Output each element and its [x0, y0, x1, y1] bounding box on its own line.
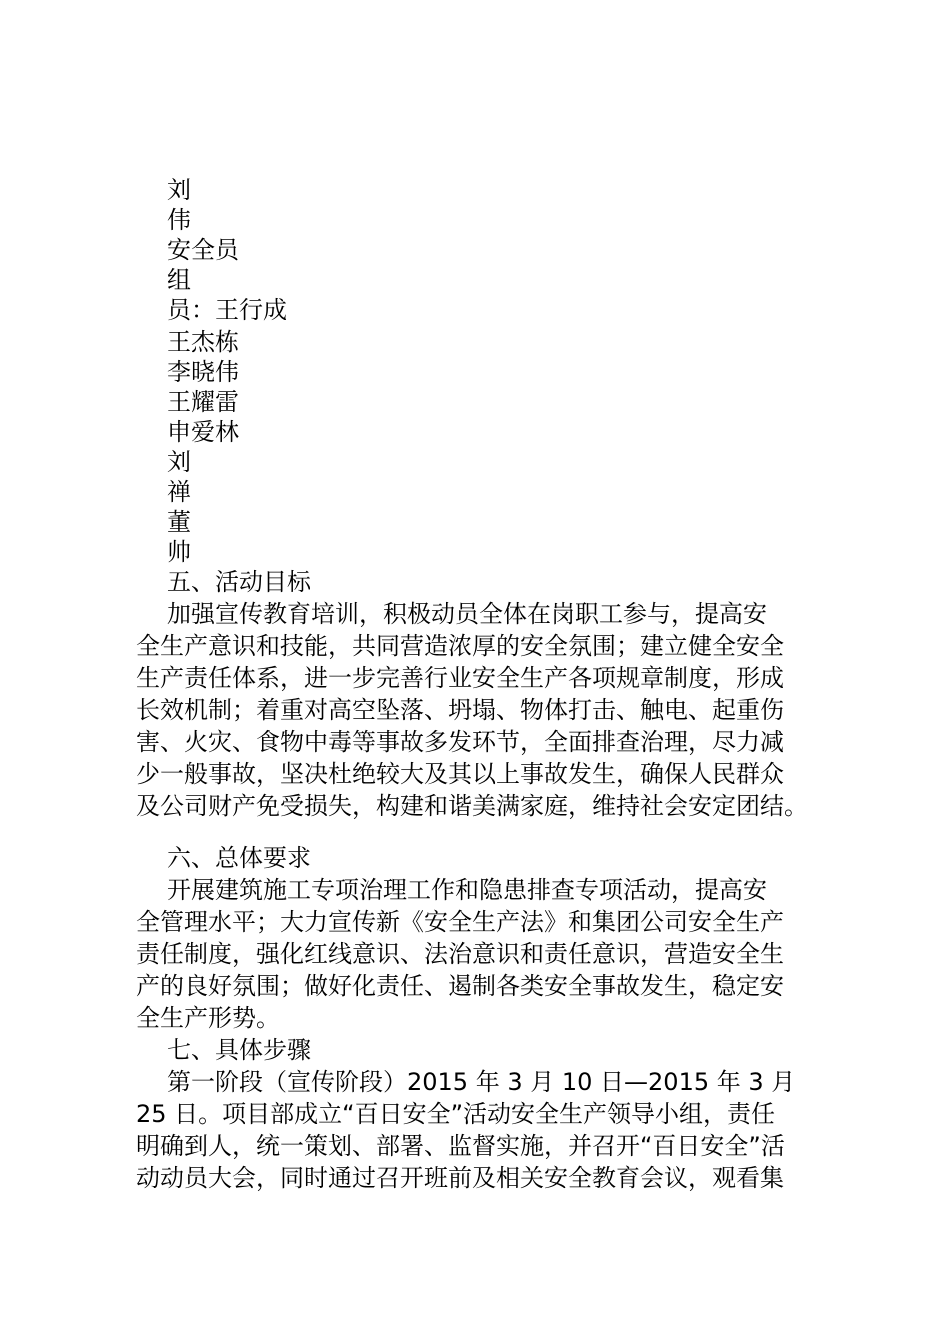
member-line: 禅: [167, 478, 191, 506]
paragraph-line: 全生产意识和技能，共同营造浓厚的安全氛围；建立健全安全: [136, 632, 784, 660]
member-line: 刘: [167, 176, 191, 204]
member-line: 安全员: [167, 236, 239, 264]
member-line: 王耀雷: [167, 388, 239, 416]
paragraph-line: 全管理水平；大力宣传新《安全生产法》和集团公司安全生产: [136, 908, 784, 936]
paragraph-line: 开展建筑施工专项治理工作和隐患排查专项活动，提高安: [167, 876, 767, 904]
member-line: 伟: [167, 206, 191, 234]
paragraph-line: 动动员大会，同时通过召开班前及相关安全教育会议，观看集: [136, 1164, 784, 1192]
member-line: 帅: [167, 538, 191, 566]
member-line: 员：王行成: [167, 296, 287, 324]
paragraph-line: 责任制度，强化红线意识、法治意识和责任意识，营造安全生: [136, 940, 784, 968]
member-line: 刘: [167, 448, 191, 476]
section-heading: 六、总体要求: [167, 844, 311, 872]
paragraph-line: 害、火灾、食物中毒等事故多发环节，全面排查治理，尽力减: [136, 728, 784, 756]
member-line: 董: [167, 508, 191, 536]
member-line: 申爱林: [167, 418, 239, 446]
member-line: 组: [167, 266, 191, 294]
paragraph-line: 产的良好氛围；做好化责任、遏制各类安全事故发生，稳定安: [136, 972, 784, 1000]
paragraph-line: 25 日。项目部成立“百日安全”活动安全生产领导小组，责任: [136, 1100, 776, 1128]
paragraph-line: 长效机制；着重对高空坠落、坍塌、物体打击、触电、起重伤: [136, 696, 784, 724]
paragraph-line: 及公司财产免受损失，构建和谐美满家庭，维持社会安定团结。: [136, 792, 808, 820]
section-heading: 七、具体步骤: [167, 1036, 311, 1064]
paragraph-line: 少一般事故，坚决杜绝较大及其以上事故发生，确保人民群众: [136, 760, 784, 788]
paragraph-line: 第一阶段（宣传阶段）2015 年 3 月 10 日—2015 年 3 月: [167, 1068, 796, 1096]
member-line: 李晓伟: [167, 358, 239, 386]
paragraph-line: 明确到人，统一策划、部署、监督实施，并召开“百日安全”活: [136, 1132, 785, 1160]
paragraph-line: 生产责任体系，进一步完善行业安全生产各项规章制度，形成: [136, 664, 784, 692]
paragraph-line: 全生产形势。: [136, 1004, 280, 1032]
member-line: 王杰栋: [167, 328, 239, 356]
section-heading: 五、活动目标: [167, 568, 311, 596]
paragraph-line: 加强宣传教育培训，积极动员全体在岗职工参与，提高安: [167, 600, 767, 628]
